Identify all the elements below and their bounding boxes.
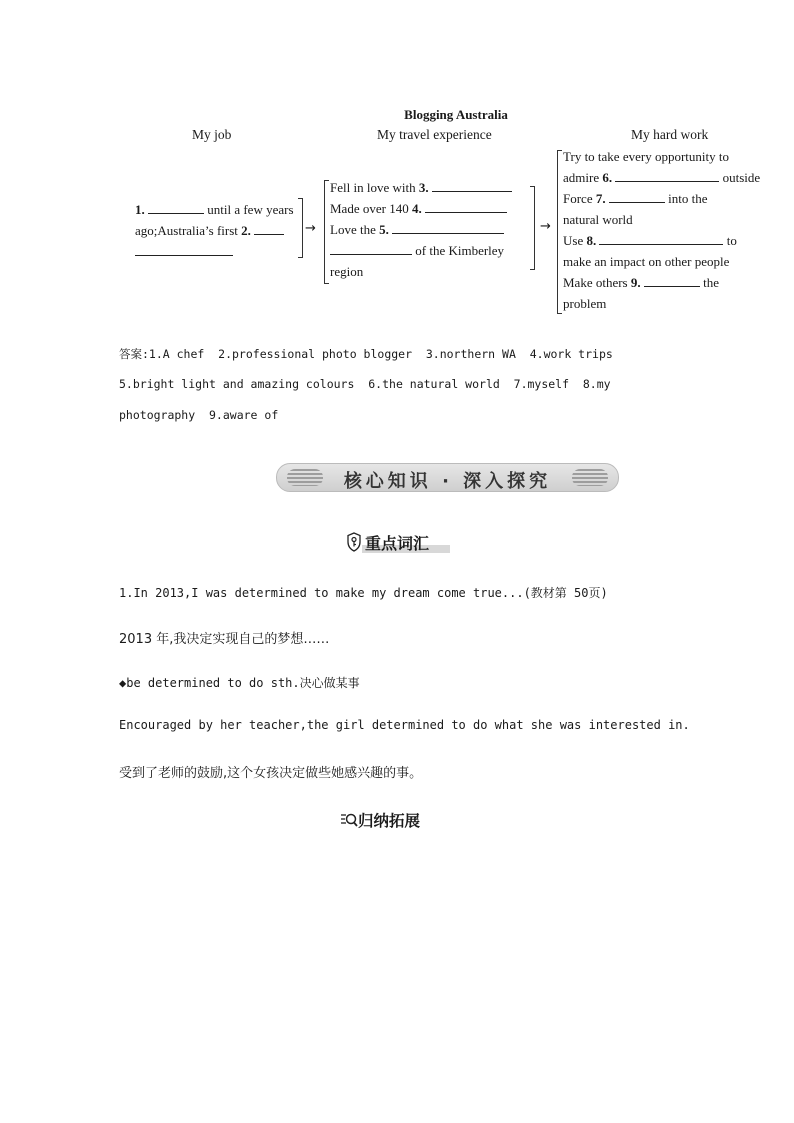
- work-line-5: [563, 230, 737, 251]
- blank-2b[interactable]: [135, 242, 233, 256]
- job-line-1-text: until a few years: [207, 202, 294, 217]
- job-line-1: [135, 199, 294, 220]
- blank-9[interactable]: [644, 273, 700, 287]
- work-line-7-tail: the: [703, 275, 720, 290]
- blank-number-1: 1.: [135, 202, 145, 217]
- work-line-5-tail: to: [726, 233, 737, 248]
- work-line-4: natural world: [563, 212, 633, 227]
- blank-8[interactable]: [599, 231, 723, 245]
- work-line-8: problem: [563, 296, 607, 311]
- work-line-3-text: Force: [563, 191, 593, 206]
- travel-line-3-text: Love the: [330, 222, 376, 237]
- travel-line-1: [330, 177, 512, 198]
- example-translation: 受到了老师的鼓励,这个女孩决定做些她感兴趣的事。: [119, 766, 423, 781]
- travel-line-4-text: of the Kimberley: [415, 243, 505, 258]
- work-bracket-left: [557, 150, 562, 314]
- summary-heading-title: 归纳拓展: [358, 812, 421, 830]
- job-bracket: [298, 198, 303, 258]
- banner-title: 核心知识 · 深入探究: [343, 471, 552, 492]
- blank-5a[interactable]: [392, 220, 504, 234]
- job-line-2: [135, 220, 284, 241]
- blank-3[interactable]: [432, 178, 512, 192]
- travel-bracket-right: [530, 186, 535, 270]
- answer-line-3: photography 9.aware of: [119, 408, 279, 422]
- blank-number-6: 6.: [602, 170, 613, 185]
- work-line-2-text: admire: [563, 170, 600, 185]
- blank-7[interactable]: [609, 189, 665, 203]
- phrase-line: [119, 674, 360, 691]
- travel-line-5: region: [330, 264, 364, 279]
- blank-number-2: 2.: [241, 223, 251, 238]
- work-line-2-tail: outside: [722, 170, 761, 185]
- diagram-title: Blogging Australia: [404, 107, 508, 122]
- blank-number-8: 8.: [586, 233, 597, 248]
- example-sentence: Encouraged by her teacher,the girl determined to do what she was interested in.: [119, 718, 690, 732]
- diamond-bullet-icon: ◆: [119, 676, 127, 690]
- blank-4[interactable]: [425, 199, 507, 213]
- vocab-heading-title: 重点词汇: [365, 534, 430, 553]
- key-icon: [346, 532, 362, 552]
- answer-line-1: 答案:1.A chef 2.professional photo blogger 3.northern WA 4.work trips: [119, 347, 613, 361]
- travel-line-2-text: Made over 140: [330, 201, 409, 216]
- work-line-7: [563, 272, 719, 293]
- work-line-3: [563, 188, 707, 209]
- blank-6[interactable]: [615, 168, 719, 182]
- travel-line-2: [330, 198, 507, 219]
- travel-line-3: [330, 219, 504, 240]
- work-line-3-tail: into the: [668, 191, 708, 206]
- item-1-translation: 2013 年,我决定实现自己的梦想……: [119, 632, 330, 647]
- work-line-5-text: Use: [563, 233, 584, 248]
- section-banner: [276, 463, 619, 492]
- arrow-job-to-travel: →: [305, 221, 316, 236]
- blank-1[interactable]: [148, 200, 204, 214]
- travel-line-1-text: Fell in love with: [330, 180, 416, 195]
- column-heading-my-job: My job: [192, 127, 232, 142]
- answer-line-2: 5.bright light and amazing colours 6.the natural world 7.myself 8.my: [119, 377, 611, 391]
- blank-2a[interactable]: [254, 221, 284, 235]
- work-line-2: [563, 167, 760, 188]
- item-1-sentence: 1.In 2013,I was determined to make my dream come true...(教材第 50页): [119, 586, 608, 600]
- blank-number-4: 4.: [411, 201, 422, 216]
- magnifier-icon: [340, 811, 358, 829]
- work-line-1: Try to take every opportunity to: [563, 149, 729, 164]
- arrow-travel-to-work: →: [540, 219, 551, 234]
- job-line-2-text: ago;Australia’s first: [135, 223, 238, 238]
- travel-bracket-left: [324, 180, 329, 284]
- phrase-text: be determined to do sth.决心做某事: [126, 676, 360, 690]
- job-line-3: [135, 241, 233, 262]
- blank-number-9: 9.: [630, 275, 641, 290]
- blank-number-5: 5.: [379, 222, 389, 237]
- blank-number-7: 7.: [595, 191, 606, 206]
- column-heading-travel: My travel experience: [377, 127, 492, 142]
- travel-line-4: [330, 240, 504, 261]
- work-line-7-text: Make others: [563, 275, 628, 290]
- blank-number-3: 3.: [418, 180, 429, 195]
- column-heading-hard-work: My hard work: [631, 127, 709, 142]
- blank-5b[interactable]: [330, 241, 412, 255]
- work-line-6: make an impact on other people: [563, 254, 730, 269]
